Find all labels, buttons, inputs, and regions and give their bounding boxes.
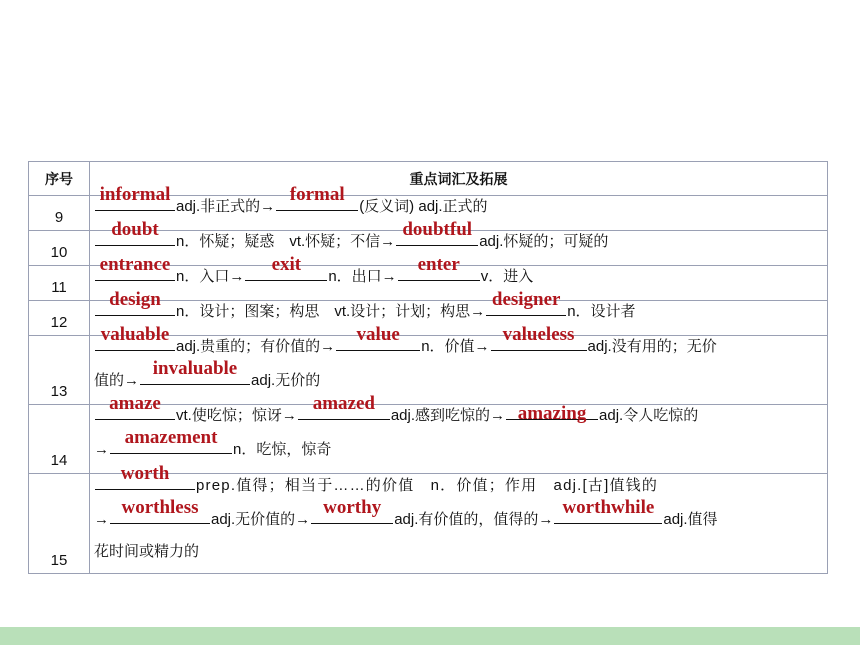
row-text: n．吃惊，惊奇 — [233, 441, 332, 458]
vocab-table — [28, 161, 828, 574]
answer-blank — [95, 219, 175, 246]
answer-word: formal — [289, 184, 345, 205]
answer-word: worthwhile — [562, 497, 655, 518]
row-text: n．怀疑；疑惑 vt.怀疑；不信→ — [176, 233, 396, 250]
row-text: → — [94, 441, 109, 458]
row-text: prep.值得；相当于……的价值 n．价值；作用 adj.[古]值钱的 — [196, 477, 659, 494]
row-number: 12 — [29, 301, 90, 336]
answer-word: valueless — [502, 324, 575, 345]
answer-blank — [298, 393, 390, 420]
answer-blank — [311, 497, 393, 524]
answer-word: exit — [271, 254, 302, 275]
header-no: 序号 — [29, 162, 90, 196]
row-content — [90, 324, 828, 405]
answer-blank — [486, 289, 566, 316]
answer-word: amazing — [517, 403, 587, 424]
answer-blank — [95, 324, 175, 351]
row-content — [90, 254, 828, 301]
answer-blank — [95, 393, 175, 420]
answer-word: enter — [417, 254, 460, 275]
row-text: adj.怀疑的；可疑的 — [479, 233, 609, 250]
answer-word: designer — [491, 289, 561, 310]
answer-word: valuable — [100, 324, 170, 345]
answer-word: amaze — [109, 393, 161, 414]
row-text: v．进入 — [480, 268, 534, 285]
answer-blank — [491, 324, 587, 351]
row-content — [90, 463, 828, 574]
answer-blank — [336, 324, 420, 351]
row-text: n．设计；图案；构思 vt.设计；计划；构思→ — [176, 303, 486, 320]
answer-blank — [110, 427, 232, 454]
answer-word: design — [109, 289, 161, 310]
row-text: adj.令人吃惊的 — [599, 407, 699, 424]
row-text: n．设计者 — [567, 303, 636, 320]
answer-word: invaluable — [152, 358, 238, 379]
answer-blank — [554, 497, 662, 524]
row-number: 10 — [29, 231, 90, 266]
answer-blank — [95, 184, 175, 211]
row-number: 14 — [29, 405, 90, 474]
row-text: n．价值→ — [421, 338, 490, 355]
bottom-decoration-strip — [0, 627, 860, 645]
answer-word: worth — [120, 463, 170, 484]
answer-blank — [245, 254, 327, 281]
row-number: 9 — [29, 196, 90, 231]
answer-blank — [398, 254, 480, 281]
row-text: → — [94, 511, 109, 528]
answer-word: amazed — [312, 393, 375, 414]
row-text: n．入口→ — [176, 268, 245, 285]
answer-word: doubtful — [402, 219, 473, 240]
row-text: adj.无价值的→ — [211, 511, 311, 528]
row-content — [90, 289, 828, 336]
row-text: vt.使吃惊；惊讶→ — [176, 407, 297, 424]
row-text: adj.贵重的；有价值的→ — [176, 338, 336, 355]
answer-blank — [95, 289, 175, 316]
answer-blank — [396, 219, 478, 246]
row-text: adj.值得 — [663, 511, 718, 528]
answer-blank — [140, 358, 250, 385]
row-number: 15 — [29, 474, 90, 574]
row-text: 值的→ — [94, 372, 140, 389]
row-text: 花时间或精力的 — [94, 543, 200, 560]
row-number: 13 — [29, 336, 90, 405]
row-text: (反义词) adj.正式的 — [359, 198, 488, 215]
answer-word: worthless — [121, 497, 199, 518]
row-text: adj.有价值的，值得的→ — [394, 511, 554, 528]
answer-word: entrance — [99, 254, 171, 275]
answer-blank — [110, 497, 210, 524]
answer-word: informal — [99, 184, 171, 205]
table-row — [29, 474, 828, 574]
row-text: adj.无价的 — [251, 372, 321, 389]
answer-word: worthy — [323, 497, 382, 518]
answer-blank — [95, 254, 175, 281]
answer-blank — [276, 184, 358, 211]
answer-word: doubt — [111, 219, 159, 240]
answer-word: amazement — [124, 427, 218, 448]
row-text: adj.没有用的；无价 — [587, 338, 717, 355]
row-number: 11 — [29, 266, 90, 301]
row-text: adj.感到吃惊的→ — [390, 407, 506, 424]
answer-blank — [95, 463, 195, 490]
row-text: n．出口→ — [328, 268, 397, 285]
answer-word: value — [356, 324, 400, 345]
row-text: adj.非正式的→ — [176, 198, 276, 215]
header-title: 重点词汇及拓展 — [90, 162, 828, 196]
answer-blank — [506, 403, 598, 424]
row-content — [90, 393, 828, 474]
